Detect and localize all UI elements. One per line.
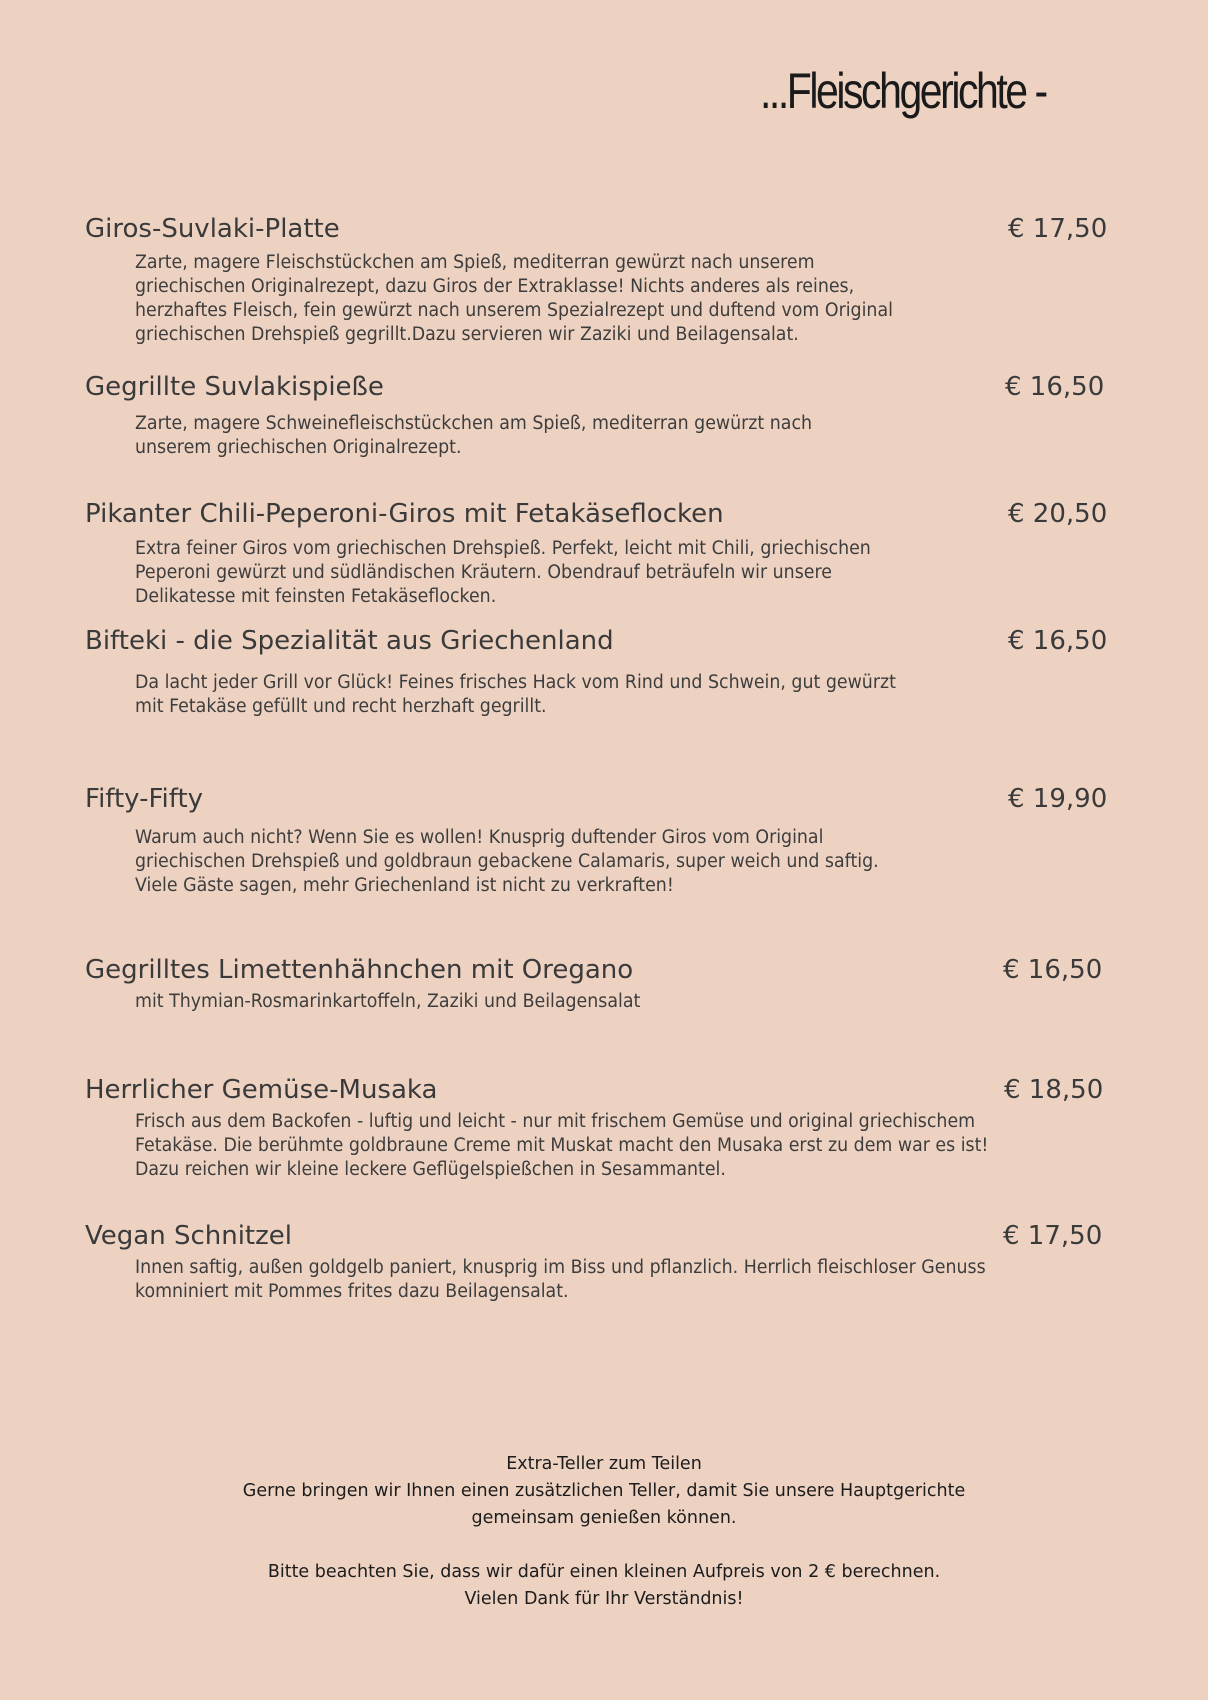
item-description: Frisch aus dem Backofen - luftig und leicht - nur mit frischem Gemüse und original griechischem Fetakäse. Die berühmte goldbraune Creme mit Muskat macht den Musaka erst zu dem war es ist! Dazu reichen wir kleine leckere Geflügelspießchen in Sesammantel. bbox=[135, 1111, 989, 1180]
item-price: € 16,50 bbox=[1008, 626, 1108, 656]
item-name: Gegrilltes Limettenhähnchen mit Oregano bbox=[85, 955, 634, 985]
item-description: mit Thymian-Rosmarinkartoffeln, Zaziki und Beilagensalat bbox=[135, 991, 641, 1012]
item-price: € 17,50 bbox=[1008, 214, 1108, 244]
item-name: Pikanter Chili-Peperoni-Giros mit Fetakäseflocken bbox=[85, 499, 724, 529]
item-description: Warum auch nicht? Wenn Sie es wollen! Knusprig duftender Giros vom Original griechischen Drehspieß und goldbraun gebackene Calamaris, super weich und saftig. Viele Gäste sagen, mehr Griechenland ist nicht zu verkraften! bbox=[135, 827, 879, 896]
item-description: Extra feiner Giros vom griechischen Drehspieß. Perfekt, leicht mit Chili, griechischen Peperoni gewürzt und südländischen Kräutern. Obendrauf beträufeln wir unsere Delikatesse mit feinsten Fetakäseflocken. bbox=[135, 538, 871, 607]
note-heading: Extra-Teller zum Teilen bbox=[506, 1454, 702, 1474]
page-title: ...Fleischgerichte - bbox=[760, 63, 1046, 119]
item-description: Zarte, magere Fleischstückchen am Spieß, mediterran gewürzt nach unserem griechischen Originalrezept, dazu Giros der Extraklasse! Nichts anderes als reines, herzhaftes Fleisch, fein gewürzt nach unserem Spezialrezept und duftend vom Original griechischen Drehspieß gegrillt.Dazu servieren wir Zaziki und Beilagensalat. bbox=[135, 252, 893, 345]
item-name: Vegan Schnitzel bbox=[85, 1221, 292, 1251]
item-name: Giros-Suvlaki-Platte bbox=[85, 214, 340, 244]
item-price: € 16,50 bbox=[1005, 372, 1105, 402]
item-name: Fifty-Fifty bbox=[85, 784, 204, 814]
item-name: Herrlicher Gemüse-Musaka bbox=[85, 1075, 438, 1105]
note-text: Gerne bringen wir Ihnen einen zusätzlichen Teller, damit Sie unsere Hauptgerichte gemeinsam genießen können. bbox=[242, 1481, 966, 1528]
item-price: € 17,50 bbox=[1003, 1221, 1103, 1251]
item-description: Da lacht jeder Grill vor Glück! Feines frisches Hack vom Rind und Schwein, gut gewürzt mit Fetakäse gefüllt und recht herzhaft gegrillt. bbox=[135, 672, 896, 717]
note-notice: Bitte beachten Sie, dass wir dafür einen kleinen Aufpreis von 2 € berechnen. Vielen Dank für Ihr Verständnis! bbox=[267, 1562, 941, 1609]
item-description: Innen saftig, außen goldgelb paniert, knusprig im Biss und pflanzlich. Herrlich fleischloser Genuss komniniert mit Pommes frites dazu Beilagensalat. bbox=[135, 1257, 986, 1302]
item-name: Bifteki - die Spezialität aus Griechenland bbox=[85, 626, 614, 656]
item-description: Zarte, magere Schweinefleischstückchen am Spieß, mediterran gewürzt nach unserem griechischen Originalrezept. bbox=[135, 413, 813, 458]
item-price: € 18,50 bbox=[1004, 1075, 1104, 1105]
item-price: € 20,50 bbox=[1008, 499, 1108, 529]
item-price: € 19,90 bbox=[1008, 784, 1108, 814]
item-name: Gegrillte Suvlakispieße bbox=[85, 372, 384, 402]
item-price: € 16,50 bbox=[1003, 955, 1103, 985]
